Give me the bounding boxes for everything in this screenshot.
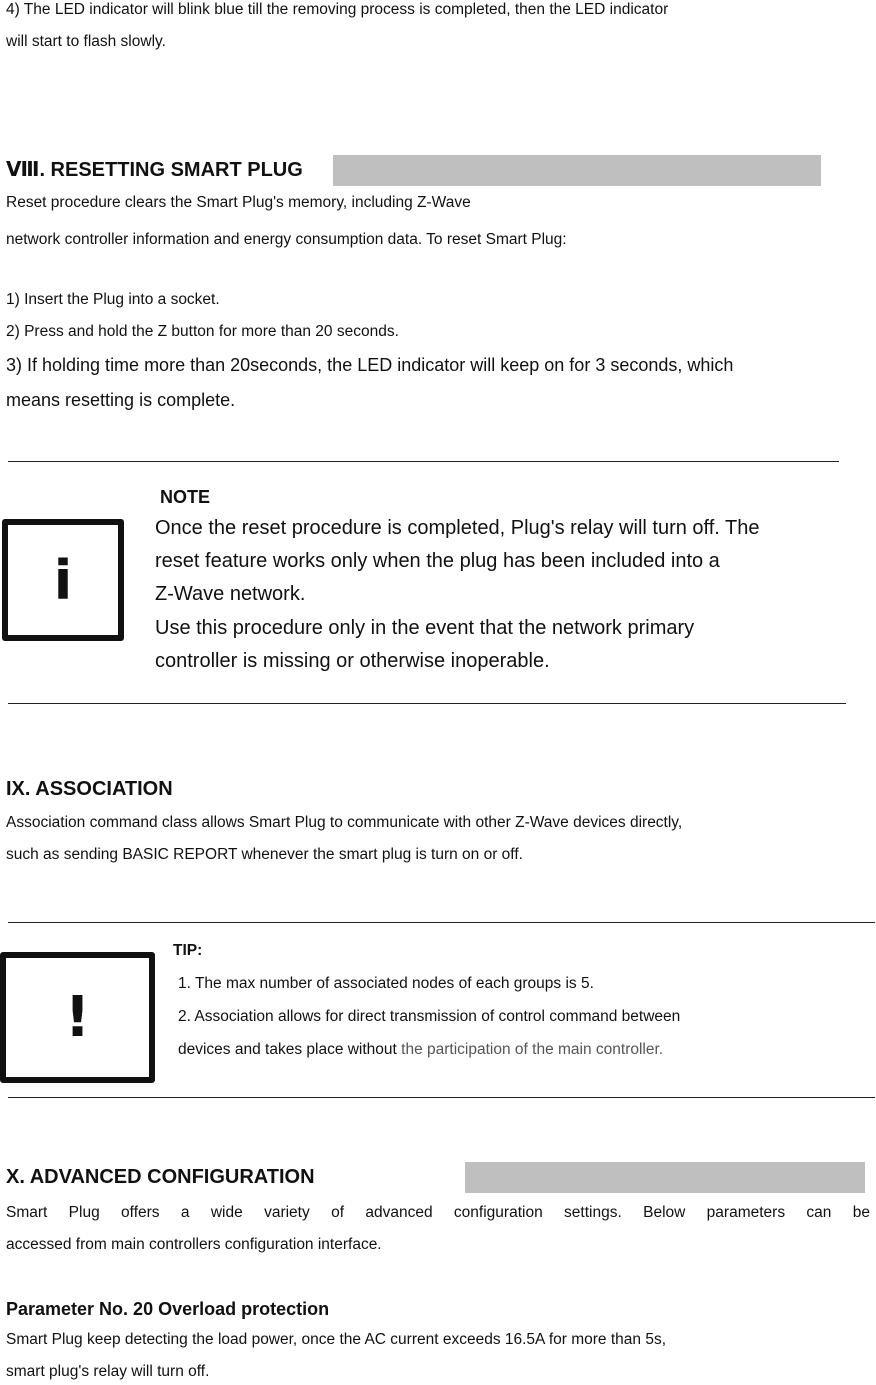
resetting-step-3: 3) If holding time more than 20seconds, the LED indicator will keep on for 3 seconds, which (6, 355, 734, 375)
warning-icon (0, 952, 155, 1083)
intro-line-2: will start to flash slowly. (6, 33, 166, 50)
parameter-line-2: smart plug's relay will turn off. (6, 1363, 210, 1380)
warning-icon-glyph: ! (64, 985, 91, 1050)
resetting-step-2: 2) Press and hold the Z button for more than 20 seconds. (6, 323, 399, 340)
resetting-desc-line-2: network controller information and energy consumption data. To reset Smart Plug: (6, 231, 567, 248)
advanced-heading: X. ADVANCED CONFIGURATION (6, 1166, 315, 1188)
note-line-5: controller is missing or otherwise inoperable. (155, 650, 550, 672)
heading-highlight-bar-2 (465, 1162, 865, 1193)
resetting-step-1: 1) Insert the Plug into a socket. (6, 291, 220, 308)
resetting-desc-line-1: Reset procedure clears the Smart Plug's memory, including Z-Wave (6, 194, 471, 211)
association-line-2: such as sending BASIC REPORT whenever the smart plug is turn on or off. (6, 846, 523, 863)
tip-bottom-rule (8, 1097, 875, 1098)
parameter-title: Parameter No. 20 Overload protection (6, 1299, 330, 1319)
info-icon (2, 519, 124, 641)
association-heading: IX. ASSOCIATION (6, 778, 173, 800)
note-line-1: Once the reset procedure is completed, Plug's relay will turn off. The (155, 517, 760, 539)
heading-highlight-bar (333, 155, 821, 186)
tip-line-3-start: devices and takes place without (178, 1041, 402, 1058)
note-title: NOTE (160, 487, 211, 507)
advanced-line-2: accessed from main controllers configuration interface. (6, 1236, 382, 1253)
resetting-step-3-cont: means resetting is complete. (6, 390, 236, 410)
note-line-2: reset feature works only when the plug has been included into a (155, 550, 720, 572)
note-bottom-rule (8, 703, 846, 704)
tip-line-3 (178, 1040, 663, 1060)
tip-top-rule (8, 922, 875, 923)
resetting-heading: Ⅷ. RESETTING SMART PLUG (6, 159, 303, 181)
advanced-line-1: Smart Plug offers a wide variety of advanced configuration settings. Below parameters can be (6, 1204, 870, 1221)
tip-line-1: 1. The max number of associated nodes of each groups is 5. (178, 975, 594, 992)
note-line-4: Use this procedure only in the event that the network primary (155, 617, 695, 639)
parameter-line-1: Smart Plug keep detecting the load power, once the AC current exceeds 16.5A for more than 5s, (6, 1331, 667, 1348)
note-line-3: Z-Wave network. (155, 583, 306, 605)
note-top-rule (8, 461, 839, 462)
association-line-1: Association command class allows Smart Plug to communicate with other Z-Wave devices directly, (6, 814, 683, 831)
info-icon-glyph: i (53, 548, 73, 612)
tip-title: TIP: (173, 942, 203, 959)
intro-line-1: 4) The LED indicator will blink blue till the removing process is completed, then the LED indicator (6, 1, 669, 18)
tip-line-3-end: the participation of the main controller. (401, 1041, 664, 1058)
tip-line-2: 2. Association allows for direct transmission of control command between (178, 1008, 681, 1025)
